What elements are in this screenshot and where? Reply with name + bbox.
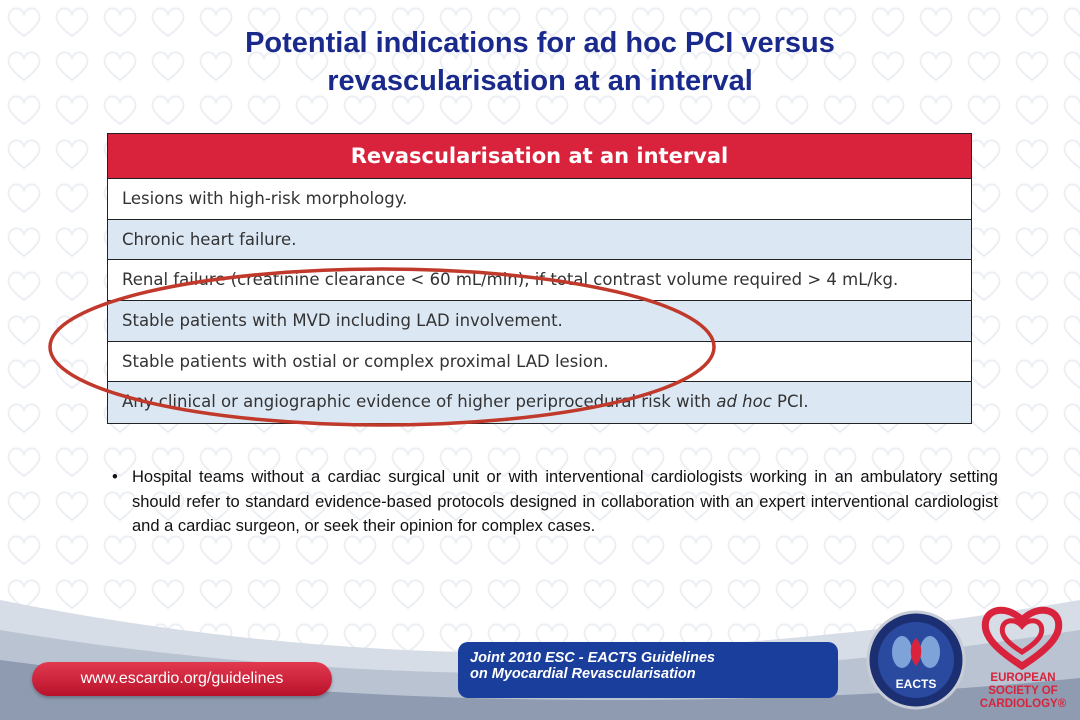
table-row: Renal failure (creatinine clearance < 60 mL/min), if total contrast volume required > 4 mL/kg. xyxy=(108,260,971,301)
title-line-1: Potential indications for ad hoc PCI versus xyxy=(245,27,835,59)
esc-line-3: CARDIOLOGY® xyxy=(979,698,1067,710)
bullet-marker: • xyxy=(112,468,118,486)
esc-logo-text xyxy=(966,672,1080,711)
revascularisation-table xyxy=(107,133,972,424)
guidelines-line-1: Joint 2010 ESC - EACTS Guidelines xyxy=(470,650,715,666)
esc-line-2: SOCIETY OF xyxy=(988,685,1058,697)
table-row: Lesions with high-risk morphology. xyxy=(108,179,971,220)
esc-heart-logo xyxy=(976,604,1068,670)
eacts-logo xyxy=(866,610,966,710)
title-line-2: revascularisation at an interval xyxy=(327,65,753,97)
website-link[interactable]: www.escardio.org/guidelines xyxy=(32,662,332,696)
guidelines-label xyxy=(458,642,838,698)
slide-title xyxy=(100,24,980,100)
bullet-paragraph xyxy=(112,465,998,539)
row-text: Any clinical or angiographic evidence of higher periprocedural risk with xyxy=(122,392,717,412)
row-italic-text: ad hoc xyxy=(716,392,772,412)
esc-line-1: EUROPEAN xyxy=(990,672,1056,684)
table-row xyxy=(108,382,971,423)
table-row: Stable patients with MVD including LAD involvement. xyxy=(108,301,971,342)
table-header: Revascularisation at an interval xyxy=(108,134,971,179)
eacts-logo-text: EACTS xyxy=(895,677,937,691)
table-row: Chronic heart failure. xyxy=(108,220,971,261)
row-text: PCI. xyxy=(771,392,809,412)
guidelines-line-2: on Myocardial Revascularisation xyxy=(470,666,696,682)
table-row: Stable patients with ostial or complex proximal LAD lesion. xyxy=(108,342,971,383)
bullet-text: Hospital teams without a cardiac surgical unit or with interventional cardiologists working in an ambulatory setting should refer to standard evidence-based protocols designed in collaboration with an expert interventional cardiologist and a cardiac surgeon, or seek their opinion for complex cases. xyxy=(132,468,998,535)
